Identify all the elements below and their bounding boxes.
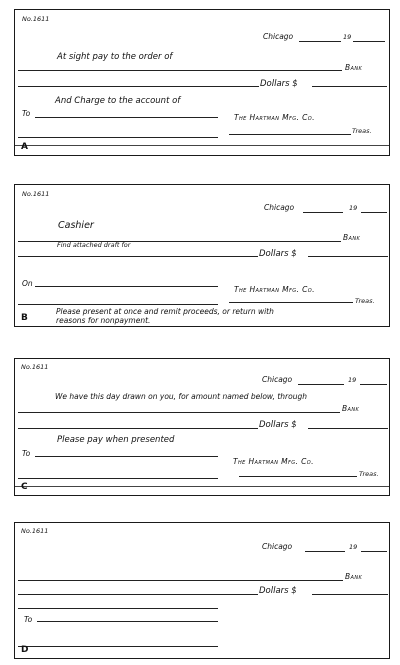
bank-label: Bank	[343, 233, 361, 242]
treas-label: Treas.	[359, 470, 379, 478]
pay-when-presented-text: Please pay when presented	[57, 435, 175, 445]
to-label: To	[22, 109, 31, 118]
form-number: No.1611	[22, 190, 50, 198]
amount-words-line[interactable]	[18, 256, 258, 257]
drawn-on-you-text: We have this day drawn on you, for amount named below, through	[55, 392, 307, 401]
dollars-label: Dollars $	[259, 420, 297, 430]
bank-label: Bank	[345, 63, 363, 72]
blank-line[interactable]	[18, 608, 218, 609]
city-label: Chicago	[262, 542, 293, 551]
to-line-2[interactable]	[18, 478, 218, 479]
present-notice-line1: Please present at once and remit proceeds, or return with	[56, 307, 274, 316]
amount-words-line[interactable]	[18, 428, 258, 429]
date-line[interactable]	[299, 41, 341, 42]
city-label: Chicago	[263, 32, 294, 41]
to-line[interactable]	[35, 456, 218, 457]
dollars-label: Dollars $	[259, 249, 297, 259]
form-number: No.1611	[22, 15, 50, 23]
on-line[interactable]	[35, 286, 218, 287]
form-letter: D	[21, 645, 29, 655]
form-number: No.1611	[21, 527, 49, 535]
form-footer-rule	[15, 145, 389, 146]
city-label: Chicago	[262, 375, 293, 384]
to-label: To	[24, 615, 33, 624]
to-line[interactable]	[37, 621, 218, 622]
bank-label: Bank	[345, 572, 363, 581]
draft-form-b	[14, 184, 390, 327]
amount-figure-line[interactable]	[308, 256, 388, 257]
attached-draft-text: Find attached draft for	[57, 241, 131, 249]
draft-form-a	[14, 9, 390, 156]
to-line-2[interactable]	[18, 137, 218, 138]
treasurer-signature-line[interactable]	[229, 134, 351, 135]
company-name: The Hartman Mfg. Co.	[234, 113, 315, 122]
date-line[interactable]	[298, 384, 344, 385]
to-line[interactable]	[35, 117, 218, 118]
form-number: No.1611	[21, 363, 49, 371]
to-line-2[interactable]	[18, 646, 218, 647]
company-name: The Hartman Mfg. Co.	[234, 285, 315, 294]
year-label: 19	[343, 33, 352, 41]
year-label: 19	[349, 204, 358, 212]
treas-label: Treas.	[352, 127, 372, 135]
year-line[interactable]	[353, 41, 385, 42]
date-line[interactable]	[303, 212, 343, 213]
pay-order-text: At sight pay to the order of	[57, 52, 173, 62]
on-label: On	[22, 279, 33, 288]
form-letter: C	[21, 482, 28, 492]
treasurer-signature-line[interactable]	[229, 302, 353, 303]
treas-label: Treas.	[355, 297, 375, 305]
dollars-label: Dollars $	[259, 586, 297, 596]
bank-label: Bank	[342, 404, 360, 413]
year-label: 19	[348, 376, 357, 384]
year-line[interactable]	[361, 212, 387, 213]
amount-words-line[interactable]	[18, 86, 259, 87]
date-line[interactable]	[305, 551, 345, 552]
through-line[interactable]	[18, 412, 340, 413]
dollars-label: Dollars $	[260, 79, 298, 89]
on-line-2[interactable]	[18, 304, 218, 305]
payee-line[interactable]	[18, 580, 343, 581]
year-line[interactable]	[361, 551, 387, 552]
year-line[interactable]	[360, 384, 387, 385]
cashier-label: Cashier	[58, 220, 94, 231]
draft-form-d	[14, 522, 390, 659]
payee-line[interactable]	[18, 70, 342, 71]
amount-figure-line[interactable]	[312, 594, 388, 595]
amount-words-line[interactable]	[18, 594, 258, 595]
present-notice-line2: reasons for nonpayment.	[56, 316, 151, 325]
to-label: To	[22, 449, 31, 458]
treasurer-signature-line[interactable]	[239, 476, 357, 477]
city-label: Chicago	[264, 203, 295, 212]
year-label: 19	[349, 543, 358, 551]
amount-figure-line[interactable]	[312, 86, 387, 87]
amount-figure-line[interactable]	[308, 428, 388, 429]
draft-form-c	[14, 358, 390, 496]
form-letter: A	[21, 142, 28, 152]
form-footer-rule	[15, 486, 389, 487]
company-name: The Hartman Mfg. Co.	[233, 457, 314, 466]
charge-account-text: And Charge to the account of	[55, 96, 181, 106]
form-letter: B	[21, 313, 28, 323]
